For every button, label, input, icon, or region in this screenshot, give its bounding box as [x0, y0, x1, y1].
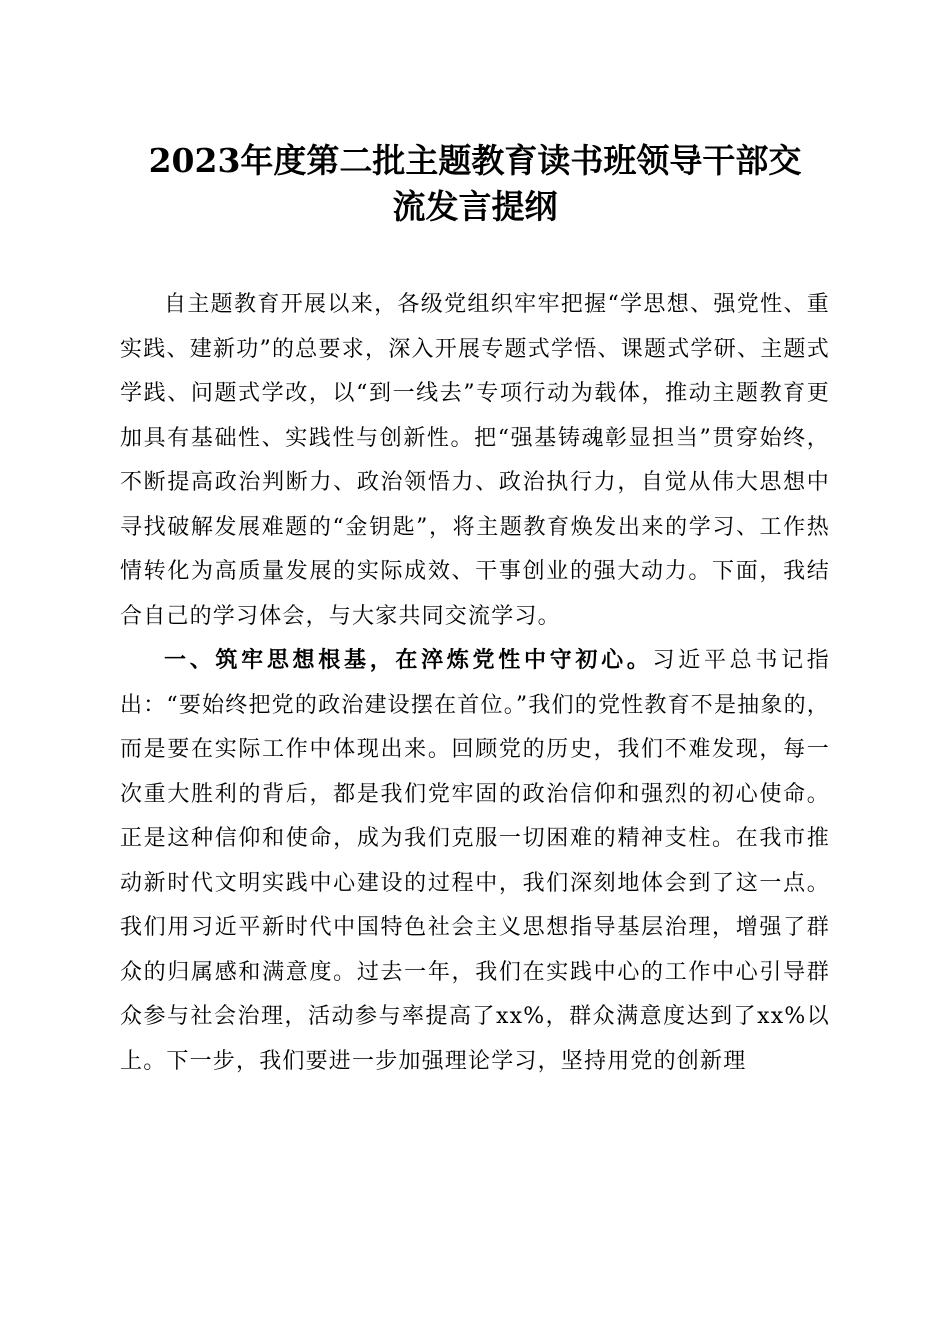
- title-line-2: 流发言提纲: [392, 187, 558, 226]
- intro-paragraph: 自主题教育开展以来，各级党组织牢牢把握“学思想、强党性、重实践、建新功”的总要求，深入开展专题式学悟、课题式学研、主题式学践、问题式学改，以“到一线去”专项行动为载体，推动主题教育更加具有基础性、实践性与创新性。把“强基铸魂彰显担当”贯穿始终，不断提高政治判断力、政治领悟力、政治执行力，自觉从伟大思想中寻找破解发展难题的“金钥匙”，将主题教育焕发出来的学习、工作热情转化为高质量发展的实际成效、干事创业的强大动力。下面，我结合自己的学习体会，与大家共同交流学习。: [120, 292, 830, 629]
- document-body: [120, 283, 830, 1084]
- section-1-text: 习近平总书记指出：“要始终把党的政治建设摆在首位。”我们的党性教育不是抽象的，而是要在实际工作中体现出来。回顾党的历史，我们不难发现，每一次重大胜利的背后，都是我们党牢固的政治信仰和强烈的初心使命。正是这种信仰和使命，成为我们克服一切困难的精神支柱。在我市推动新时代文明实践中心建设的过程中，我们深刻地体会到了这一点。我们用习近平新时代中国特色社会主义思想指导基层治理，增强了群众的归属感和满意度。过去一年，我们在实践中心的工作中心引导群众参与社会治理，活动参与率提高了xx%，群众满意度达到了xx%以上。下一步，我们要进一步加强理论学习，坚持用党的创新理: [120, 648, 830, 1074]
- document-title: [100, 138, 850, 230]
- section-1-heading: 一、筑牢思想根基，在淬炼党性中守初心。: [164, 648, 653, 673]
- section-1-paragraph: [120, 639, 830, 1084]
- title-line-1: 2023年度第二批主题教育读书班领导干部交: [148, 141, 802, 180]
